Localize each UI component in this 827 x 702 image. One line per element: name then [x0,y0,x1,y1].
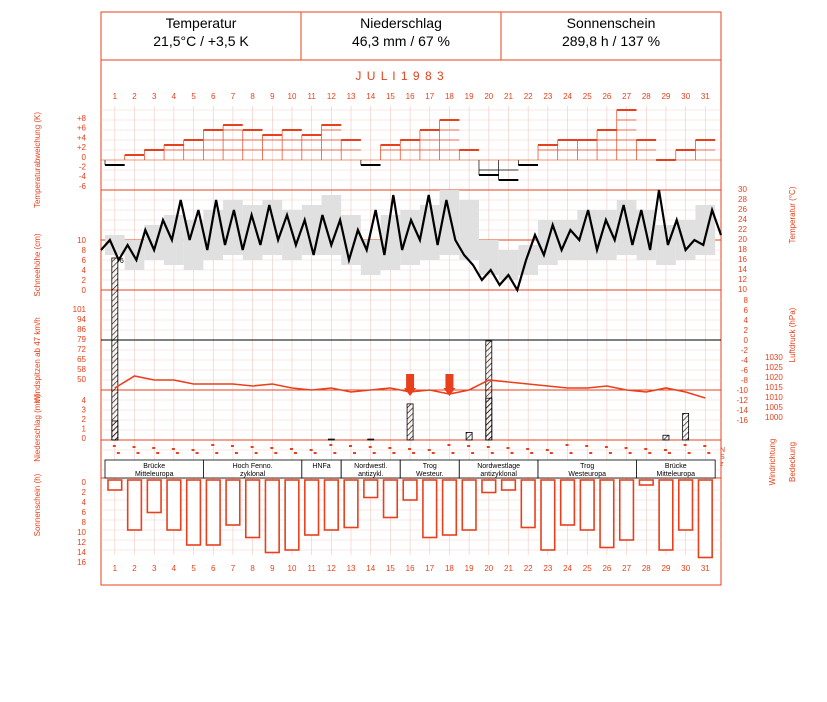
sunshine-bar [698,480,712,558]
winddir-mark [570,452,573,454]
weather-type-label: Brücke [143,463,166,470]
day-label-top: 8 [250,92,255,101]
day-label-bottom: 17 [425,564,435,573]
snow-bar [112,258,118,440]
weather-type-label: zyklonal [239,471,266,478]
precip-bar [466,432,472,440]
sunshine-bar [482,480,496,493]
cloud-mark [113,445,116,447]
sunshine-bar [167,480,181,530]
day-label-bottom: 12 [326,564,336,573]
winddir-mark [274,452,277,454]
wind-tick: 101 [72,305,86,314]
day-label-top: 29 [661,92,671,101]
snow-value: 6 [119,258,124,265]
axis-label-sun: Sonnenschein (h) [33,473,42,537]
temp-dev-tick: -6 [78,181,86,191]
day-label-top: 4 [171,92,177,101]
temp-range-band [164,215,184,265]
cloud-mark [270,447,273,449]
winddir-tick: N [720,447,726,454]
sunshine-bar [403,480,417,500]
temp-range-band [223,200,243,255]
day-label-top: 28 [641,92,651,101]
winddir-mark [589,452,592,454]
day-label-bottom: 8 [250,564,255,573]
sun-tick: 14 [77,548,86,557]
day-label-bottom: 9 [270,564,275,573]
wind-tick: 50 [77,375,86,384]
winddir-mark [530,452,533,454]
day-label-top: 1 [112,92,118,101]
cloud-mark [664,449,667,451]
sunshine-bar [187,480,201,545]
weather-type-label: antizykl. [358,471,384,478]
winddir-mark [550,452,553,454]
temperature-tick: 10 [738,285,747,294]
day-label-top: 31 [700,92,710,101]
winddir-mark [648,452,651,454]
sunshine-bar [600,480,614,548]
winddir-mark [629,452,632,454]
sunshine-bar [659,480,673,550]
winddir-mark [215,452,218,454]
cloud-mark [310,449,313,451]
precip-bar [683,413,689,440]
day-label-top: 19 [464,92,474,101]
day-label-top: 5 [191,92,196,101]
sunshine-bar [364,480,378,498]
winddir-mark [491,452,494,454]
day-label-top: 20 [484,92,494,101]
header-temperature-value: 21,5°C / +3,5 K [153,33,249,49]
cloud-mark [684,444,687,446]
winddir-mark [471,452,474,454]
sunshine-bar [344,480,358,528]
temperature-tick: 12 [738,275,747,284]
snow-tick: 10 [77,236,86,245]
sunshine-bar [561,480,575,525]
weather-type-label: HNFa [312,463,331,470]
temp-dev-tick: +4 [76,133,86,143]
day-label-bottom: 25 [582,564,592,573]
day-label-bottom: 11 [307,564,316,573]
day-label-bottom: 5 [191,564,196,573]
precip-bar [112,421,118,440]
sunshine-bar [147,480,161,513]
day-label-bottom: 30 [681,564,691,573]
day-label-top: 16 [405,92,415,101]
precip-tick: 4 [81,396,86,405]
precip-tick: 3 [81,405,86,415]
temperature-tick: 16 [738,255,747,264]
pressure-dev-tick: -14 [736,406,748,415]
day-label-bottom: 27 [622,564,632,573]
axis-label-wind: Windspitzen ab 47 km/h [33,317,42,403]
temperature-tick: 26 [738,205,747,214]
weather-type-label: Westeuropa [568,471,607,478]
winddir-mark [235,452,238,454]
pressure-dev-tick: -8 [740,376,748,385]
temp-range-band [518,245,538,275]
precip-tick: 0 [81,434,86,443]
weather-type-label: Nordwestlage [477,463,521,470]
temp-dev-tick: -2 [78,162,86,172]
wind-arrow-shaft [445,374,453,388]
day-label-top: 14 [366,92,376,101]
day-label-bottom: 31 [700,564,710,573]
winddir-mark [392,452,395,454]
weather-type-label: Brücke [664,463,687,470]
pressure-dev-tick: 0 [743,336,748,345]
day-label-bottom: 26 [602,564,612,573]
sun-tick: 4 [81,498,86,507]
cloud-mark [231,445,234,447]
day-label-bottom: 23 [543,564,553,573]
precip-bar [368,439,374,440]
header-sunshine-title: Sonnenschein [566,15,656,31]
temp-range-band [400,210,420,265]
pressure-dev-tick: -2 [740,346,748,355]
winddir-mark [196,452,199,454]
sunshine-bar [206,480,220,545]
sun-tick: 10 [77,528,86,537]
snow-tick: 6 [81,256,86,265]
pressure-tick: 1000 [765,413,783,422]
cloud-mark [388,447,391,449]
sun-tick: 16 [77,558,86,567]
day-label-bottom: 1 [112,564,118,573]
winddir-mark [353,452,356,454]
sunshine-bar [305,480,319,535]
cloud-mark [408,448,411,450]
sunshine-bar [521,480,535,528]
temperature-tick: 28 [738,195,747,204]
cloud-mark [172,448,175,450]
day-label-bottom: 14 [366,564,376,573]
temp-dev-tick: 0 [81,152,86,162]
sunshine-bar [679,480,693,530]
day-label-top: 30 [681,92,691,101]
winddir-mark [510,452,513,454]
precip-tick: 1 [81,424,86,434]
day-label-top: 24 [563,92,572,101]
temp-dev-tick: -4 [78,172,86,182]
sunshine-bar [128,480,142,530]
pressure-tick: 1020 [765,373,783,382]
pressure-tick: 1005 [765,403,783,412]
precip-tick: 2 [81,415,86,424]
winddir-mark [609,452,612,454]
precip-bar [328,439,334,440]
axis-label-pressure: Luftdruck (hPa) [788,307,797,363]
day-label-top: 22 [523,92,533,101]
pressure-dev-tick: 4 [743,316,748,325]
winddir-mark [294,452,297,454]
winddir-mark [688,452,691,454]
precip-bar [407,404,413,440]
day-label-bottom: 7 [230,564,236,573]
winddir-tick: S [720,454,725,461]
pressure-dev-tick: 6 [743,306,748,315]
precip-bar [486,398,492,440]
day-label-top: 17 [425,92,435,101]
temperature-tick: 18 [738,245,747,254]
day-label-bottom: 18 [444,564,454,573]
pressure-dev-tick: -4 [740,356,748,365]
weather-type-label: Mitteleuropa [656,471,696,478]
header-precipitation-value: 46,3 mm / 67 % [351,33,451,49]
winddir-mark [432,452,435,454]
cloud-mark [703,445,706,447]
day-label-top: 9 [270,92,275,101]
day-label-top: 18 [444,92,454,101]
sunshine-bar [639,480,653,485]
winddir-mark [451,452,454,454]
winddir-mark [333,452,336,454]
sunshine-bar [462,480,476,530]
wind-tick: 79 [77,335,86,344]
cloud-mark [211,444,214,446]
day-label-top: 7 [230,92,236,101]
sunshine-bar [620,480,634,540]
day-label-top: 13 [346,92,356,101]
sunshine-bar [541,480,555,550]
day-label-top: 11 [307,92,316,101]
pressure-dev-tick: 8 [743,296,748,305]
day-label-bottom: 24 [563,564,572,573]
day-label-top: 25 [582,92,592,101]
day-label-bottom: 20 [484,564,494,573]
sunshine-bar [246,480,260,538]
sunshine-bar [580,480,594,530]
pressure-tick: 1025 [765,363,783,372]
cloud-mark [506,447,509,449]
pressure-dev-tick: -10 [736,386,748,395]
cloud-mark [349,445,352,447]
wind-tick: 58 [77,365,86,374]
axis-label-precip: Niederschlag (mm) [33,394,42,462]
winddir-mark [137,452,140,454]
sunshine-bar [226,480,240,525]
cloud-mark [566,444,569,446]
axis-label-winddir: Windrichtung [768,438,777,486]
cloud-mark [251,446,254,448]
day-label-top: 27 [622,92,632,101]
winddir-mark [707,452,710,454]
winddir-mark [373,452,376,454]
cloud-mark [546,449,549,451]
sunshine-bar [325,480,339,530]
pressure-tick: 1010 [765,393,783,402]
day-label-bottom: 16 [405,564,415,573]
sunshine-bar [502,480,516,490]
snow-tick: 8 [81,246,86,255]
day-label-top: 26 [602,92,612,101]
sunshine-bar [443,480,457,535]
day-label-bottom: 19 [464,564,474,573]
day-label-top: 10 [287,92,297,101]
weather-type-label: Westeur. [416,471,444,478]
cloud-mark [585,445,588,447]
sun-tick: 2 [81,488,86,497]
day-label-bottom: 3 [151,564,157,573]
cloud-mark [526,448,529,450]
day-label-bottom: 6 [211,564,216,573]
day-label-bottom: 10 [287,564,297,573]
sunshine-bar [423,480,437,538]
winddir-mark [412,452,415,454]
day-label-bottom: 28 [641,564,651,573]
snow-tick: 2 [81,276,86,285]
day-label-top: 15 [385,92,395,101]
cloud-mark [625,447,628,449]
day-label-bottom: 21 [504,564,513,573]
temp-range-band [479,240,499,275]
day-label-bottom: 15 [385,564,395,573]
cloud-mark [644,448,647,450]
cloud-mark [369,446,372,448]
pressure-tick: 1015 [765,383,783,392]
cloud-mark [428,449,431,451]
day-label-bottom: 2 [132,564,137,573]
pressure-tick: 1030 [765,353,783,362]
winddir-mark [255,452,258,454]
cloud-mark [290,448,293,450]
day-label-bottom: 29 [661,564,671,573]
day-label-top: 21 [504,92,513,101]
winddir-mark [117,452,120,454]
sun-tick: 8 [81,518,86,527]
temperature-tick: 30 [738,185,747,194]
weather-type-label: Trog [580,463,595,470]
axis-label-snow: Schneehöhe (cm) [33,233,42,297]
cloud-mark [329,444,332,446]
pressure-dev-tick: -16 [736,416,748,425]
axis-label-cloud: Bedeckung [788,441,797,483]
weather-type-label: Nordwestl. [354,463,388,470]
wind-tick: 94 [77,315,86,324]
sunshine-bar [285,480,299,550]
winddir-mark [156,452,159,454]
temp-dev-tick: +2 [76,143,86,153]
winddir-mark [314,452,317,454]
month-title: J U L I 1 9 8 3 [355,69,445,83]
wind-tick: 65 [77,355,86,364]
day-label-top: 2 [132,92,137,101]
sun-tick: 6 [81,508,86,517]
sunshine-bar [265,480,279,553]
winddir-mark [176,452,179,454]
day-label-top: 12 [326,92,336,101]
sun-tick: 0 [81,478,86,487]
temp-range-band [420,205,440,260]
day-label-top: 23 [543,92,553,101]
header-sunshine-value: 289,8 h / 137 % [561,33,661,49]
day-label-top: 6 [211,92,216,101]
wind-tick: 72 [77,345,86,354]
cloud-mark [192,449,195,451]
day-label-bottom: 13 [346,564,356,573]
weather-type-label: Mitteleuropa [134,471,174,478]
pressure-dev-tick: -6 [740,366,748,375]
wind-arrow-shaft [406,374,414,388]
temp-dev-tick: +6 [76,123,86,133]
weather-type-label: Hoch Fenno. [232,463,273,470]
winddir-mark [668,452,671,454]
temp-dev-tick: +8 [76,114,86,123]
day-label-bottom: 4 [171,564,177,573]
cloud-mark [605,446,608,448]
winddir-tick: z [720,461,724,468]
sunshine-bar [384,480,398,518]
precip-bar [663,435,669,440]
cloud-mark [447,444,450,446]
header-precipitation-title: Niederschlag [360,15,442,31]
weather-type-label: Trog [422,463,437,470]
day-label-top: 3 [151,92,157,101]
cloud-mark [487,446,490,448]
day-label-bottom: 22 [523,564,533,573]
temperature-tick: 22 [738,225,747,234]
snow-tick: 4 [81,266,86,275]
temp-range-band [597,210,617,260]
temperature-tick: 24 [738,215,747,224]
pressure-dev-tick: -12 [736,396,748,405]
axis-label-temperature: Temperatur (°C) [788,186,797,244]
temperature-tick: 20 [738,235,747,244]
temp-range-band [558,220,578,260]
header-temperature-title: Temperatur [165,15,237,31]
sun-tick: 12 [77,538,86,547]
sunshine-bar [108,480,122,490]
wind-tick: 86 [77,325,86,334]
weather-type-label: antizyklonal [480,471,517,478]
temperature-tick: 14 [738,265,747,274]
wind-arrow-head [443,388,455,396]
cloud-mark [467,445,470,447]
temp-range-band [617,200,637,255]
cloud-mark [133,446,136,448]
snow-tick: 0 [81,286,86,295]
pressure-dev-tick: 2 [743,326,748,335]
cloud-mark [152,447,155,449]
temp-range-band [243,205,263,260]
axis-label-temp-dev: Temperaturabweichung (K) [33,111,42,209]
